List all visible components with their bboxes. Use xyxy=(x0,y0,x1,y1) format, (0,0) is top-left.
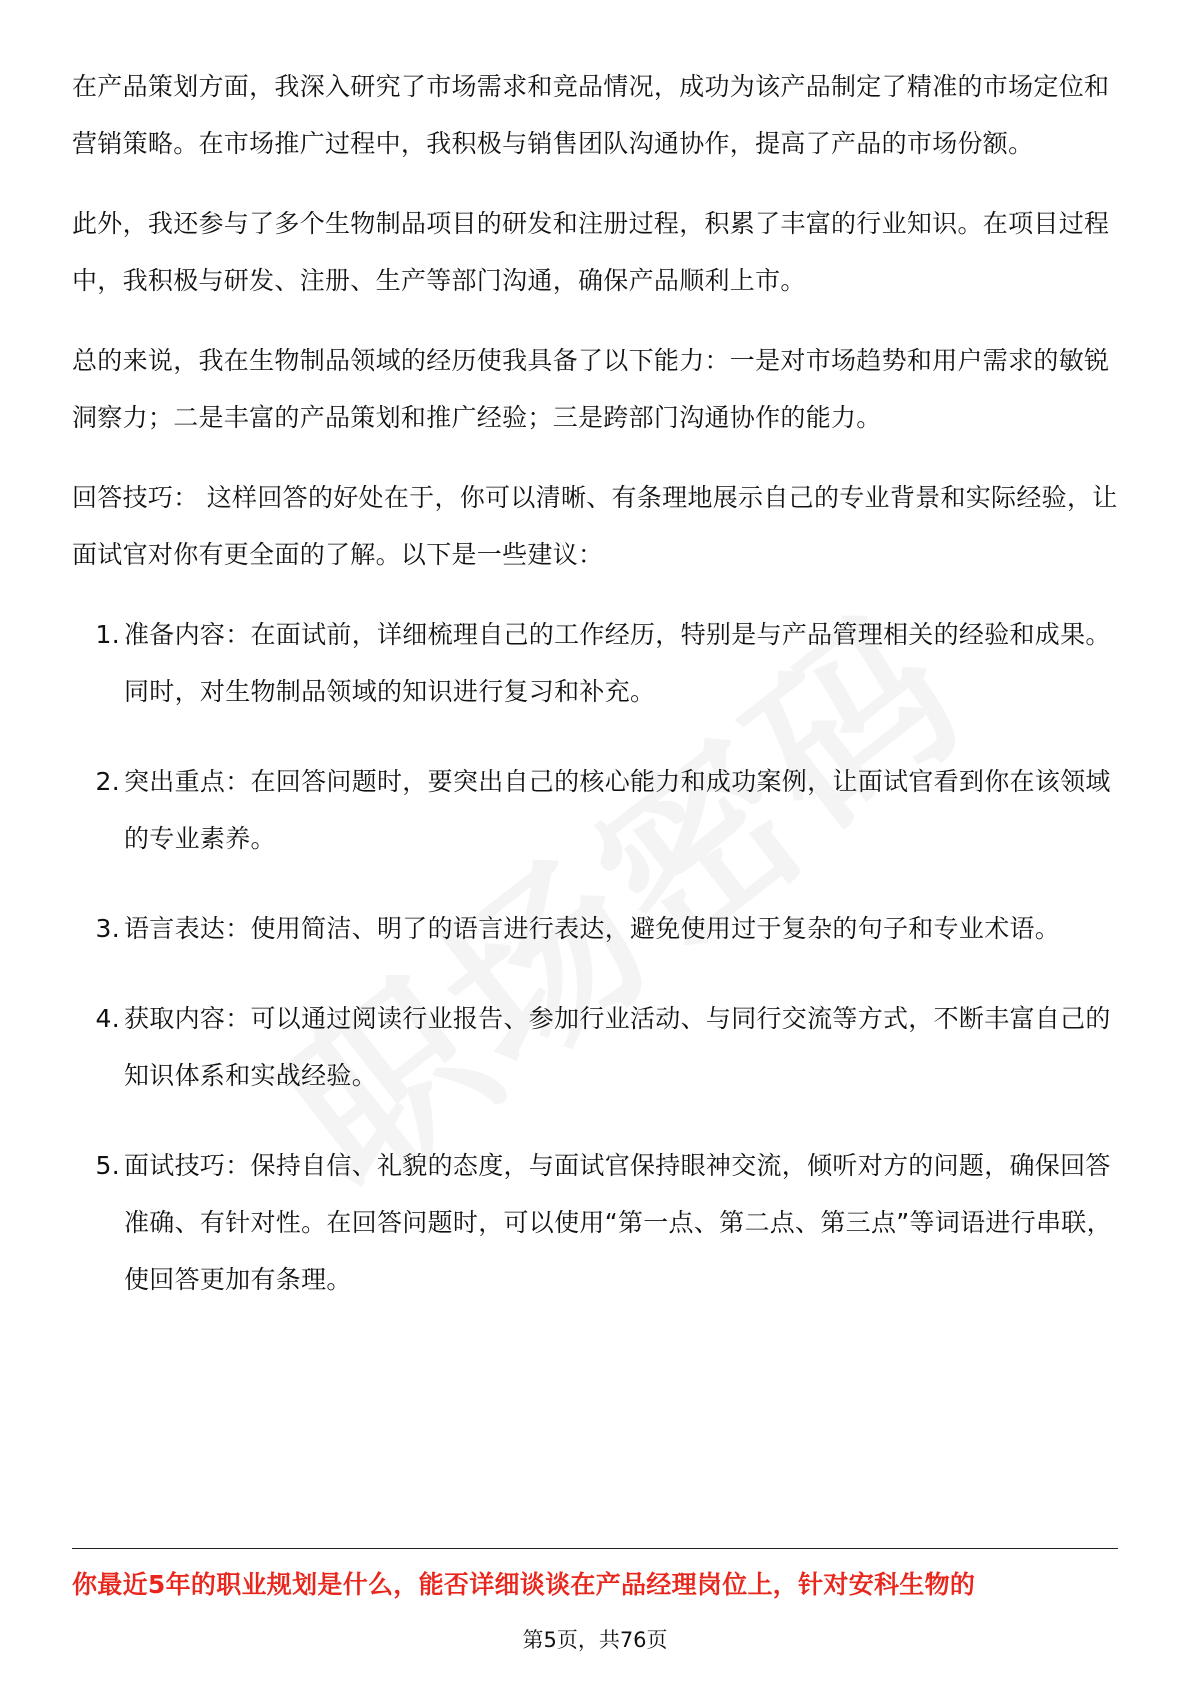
paragraph-product-planning: 在产品策划方面，我深入研究了市场需求和竞品情况，成功为该产品制定了精准的市场定位和营销策略。在市场推广过程中，我积极与销售团队沟通协作，提高了产品的市场份额。 xyxy=(72,72,1110,158)
tips-list xyxy=(72,606,1118,1308)
list-item xyxy=(72,990,1118,1104)
list-item xyxy=(72,753,1118,867)
list-text: 准备内容：在面试前，详细梳理自己的工作经历，特别是与产品管理相关的经验和成果。同时，对生物制品领域的知识进行复习和补充。 xyxy=(124,620,1111,706)
list-number: 2. xyxy=(95,767,120,796)
list-number: 1. xyxy=(95,620,120,649)
list-item xyxy=(72,900,1118,957)
list-text: 语言表达：使用简洁、明了的语言进行表达，避免使用过于复杂的句子和专业术语。 xyxy=(124,914,1061,943)
paragraph-projects: 此外，我还参与了多个生物制品项目的研发和注册过程，积累了丰富的行业知识。在项目过程中，我积极与研发、注册、生产等部门沟通，确保产品顺利上市。 xyxy=(72,209,1110,295)
list-number: 3. xyxy=(95,914,120,943)
next-question-heading: 你最近5年的职业规划是什么，能否详细谈谈在产品经理岗位上，针对安科生物的 xyxy=(72,1570,976,1599)
section-divider xyxy=(72,1548,1118,1549)
list-item xyxy=(72,1137,1118,1308)
paragraph-summary: 总的来说，我在生物制品领域的经历使我具备了以下能力：一是对市场趋势和用户需求的敏锐洞察力；二是丰富的产品策划和推广经验；三是跨部门沟通协作的能力。 xyxy=(72,346,1110,432)
list-number: 5. xyxy=(95,1151,120,1180)
list-item xyxy=(72,606,1118,720)
list-text: 突出重点：在回答问题时，要突出自己的核心能力和成功案例，让面试官看到你在该领域的专业素养。 xyxy=(124,767,1111,853)
list-text: 获取内容：可以通过阅读行业报告、参加行业活动、与同行交流等方式，不断丰富自己的知识体系和实战经验。 xyxy=(124,1004,1111,1090)
paragraph-answer-tips: 回答技巧： 这样回答的好处在于，你可以清晰、有条理地展示自己的专业背景和实际经验，让面试官对你有更全面的了解。以下是一些建议： xyxy=(72,483,1118,569)
page-content xyxy=(72,58,1118,1341)
page-number-footer: 第5页，共76页 xyxy=(522,1628,668,1652)
list-number: 4. xyxy=(95,1004,120,1033)
list-text: 面试技巧：保持自信、礼貌的态度，与面试官保持眼神交流，倾听对方的问题，确保回答准确、有针对性。在回答问题时，可以使用“第一点、第二点、第三点”等词语进行串联，使回答更加有条理。 xyxy=(124,1151,1112,1294)
